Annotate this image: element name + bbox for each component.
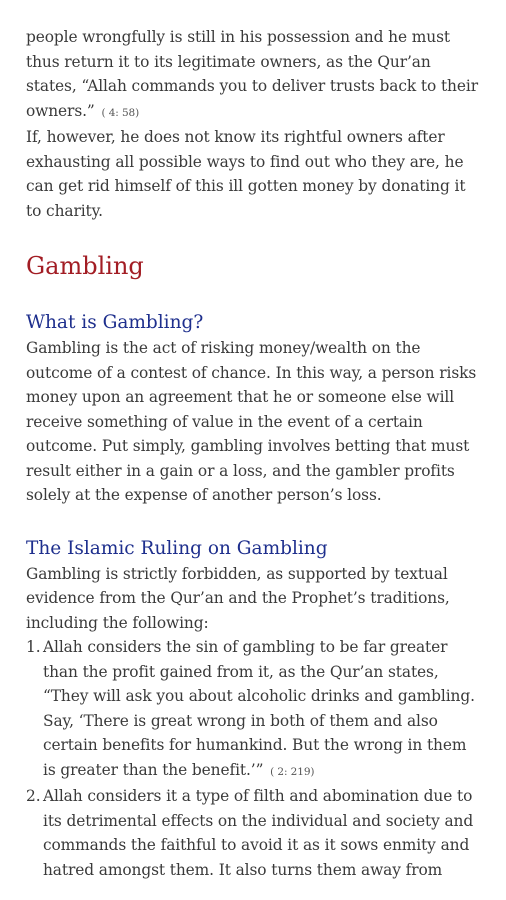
list-item [26, 635, 482, 784]
list-item-text: Allah considers it a type of filth and abomination due to its detrimental effects on the individual and society and commands the faithful to avoid it as it sows enmity and hatred amongst them. It also turns them away from [43, 787, 474, 879]
intro-paragraph-trusts-text: people wrongfully is still in his possession and he must thus return it to its legitimate owners, as the Qur’an states, “Allah commands you to deliver trusts back to their owners.” [26, 28, 478, 120]
subheading-what-is-gambling: What is Gambling? [26, 312, 204, 333]
list-item-text: Allah considers the sin of gambling to be far greater than the profit gained from it, as the Qur’an states, “They will ask you about alcoholic drinks and gambling. Say, ‘There is great wrong in both of them and also certain benefits for humankind. But the wrong in them is greater than the benefit.’” [43, 638, 475, 779]
intro-paragraph-trusts [26, 25, 482, 125]
subheading-islamic-ruling: The Islamic Ruling on Gambling [26, 537, 328, 559]
definition-paragraph: Gambling is the act of risking money/wealth on the outcome of a contest of chance. In this way, a person risks money upon an agreement that he or someone else will receive something of value in the event of a certain outcome. Put simply, gambling involves betting that must result either in a gain or a loss, and the gambler profits solely at the expense of another person’s loss. [26, 339, 477, 504]
list-item-body [43, 784, 482, 882]
ruling-evidence-list [26, 635, 482, 882]
quran-reference: ( 2: 219) [270, 765, 315, 778]
list-item-body [43, 635, 482, 784]
intro-paragraph-charity: If, however, he does not know its rightful owners after exhausting all possible ways to find out who they are, he can get rid himself of this ill gotten money by donating it to charity. [26, 128, 466, 220]
list-item-number: 1. [26, 638, 41, 656]
quran-reference: ( 4: 58) [101, 106, 140, 119]
list-item [26, 784, 482, 882]
list-item-number: 2. [26, 787, 41, 805]
section-title: Gambling [26, 252, 144, 280]
ruling-intro-paragraph: Gambling is strictly forbidden, as supported by textual evidence from the Qur’an and the Prophet’s traditions, including the following: [26, 564, 450, 632]
